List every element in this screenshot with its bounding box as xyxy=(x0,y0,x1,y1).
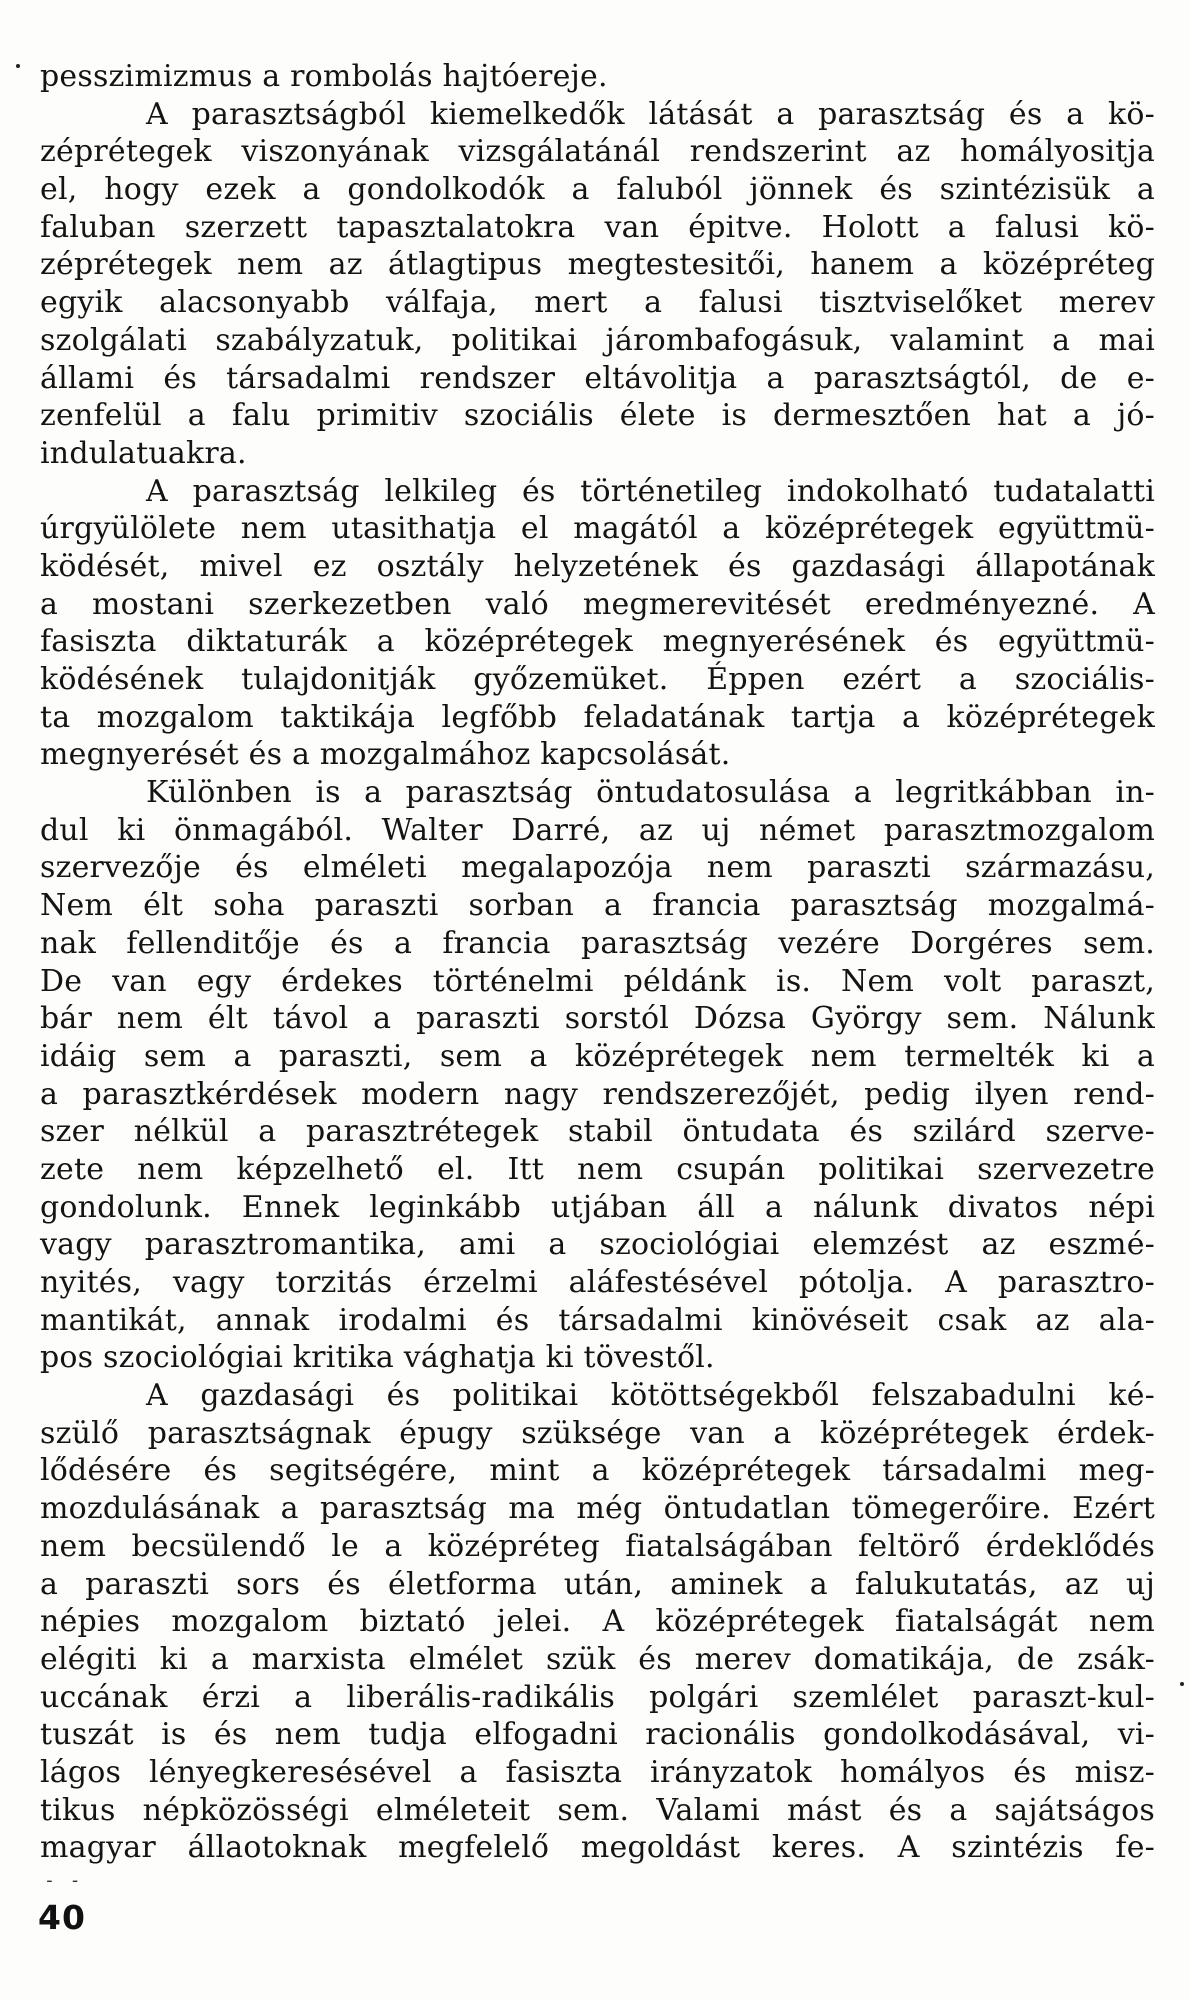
text-line: vagy parasztromantika, ami a szociológiai elemzést az eszmé- xyxy=(40,1227,1155,1263)
text-line: Különben is a parasztság öntudatosulása a legritkábban in- xyxy=(146,775,1155,811)
text-line: magyar állaotoknak megfelelő megoldást keres. A szintézis fe- xyxy=(40,1830,1155,1866)
text-line: A gazdasági és politikai kötöttségekből felszabadulni ké- xyxy=(146,1378,1155,1414)
text-line: dul ki önmagából. Walter Darré, az uj német parasztmozgalom xyxy=(40,812,1155,848)
text-line: szolgálati szabályzatuk, politikai járombafogásuk, valamint a mai xyxy=(40,322,1155,358)
text-line: bár nem élt távol a paraszti sorstól Dózsa György sem. Nálunk xyxy=(40,1001,1155,1037)
text-line: nem becsülendő le a középréteg fiatalságában feltörő érdeklődés xyxy=(40,1528,1155,1564)
text-line: ta mozgalom taktikája legfőbb feladatának tartja a középrétegek xyxy=(40,699,1155,735)
body-text xyxy=(40,58,1155,1867)
text-line: pesszimizmus a rombolás hajtóereje. xyxy=(40,59,608,94)
text-line: népies mozgalom biztató jelei. A középrétegek fiatalságát nem xyxy=(40,1604,1155,1640)
text-line: De van egy érdekes történelmi példánk is. Nem volt paraszt, xyxy=(40,963,1155,999)
text-line: pos szociológiai kritika vághatja ki tövestől. xyxy=(40,1340,715,1376)
text-line: uccának érzi a liberális-radikális polgári szemlélet paraszt-kul- xyxy=(40,1679,1155,1715)
text-line: a parasztkérdések modern nagy rendszerezőjét, pedig ilyen rend- xyxy=(40,1076,1155,1112)
text-line: megnyerését és a mozgalmához kapcsolását. xyxy=(40,737,731,773)
text-line: ködésének tulajdonitják győzemüket. Éppen ezért a szociális- xyxy=(40,662,1155,697)
text-line: tuszát is és nem tudja elfogadni racionális gondolkodásával, vi- xyxy=(40,1717,1155,1753)
text-line: zete nem képzelhető el. Itt nem csupán politikai szervezetre xyxy=(40,1151,1155,1187)
text-line: szer nélkül a parasztrétegek stabil öntudata és szilárd szerve- xyxy=(40,1114,1155,1150)
text-line: ködését, mivel ez osztály helyzetének és gazdasági állapotának xyxy=(40,548,1155,584)
text-line: zéprétegek nem az átlagtipus megtestesitői, hanem a középréteg xyxy=(40,247,1155,283)
text-line: állami és társadalmi rendszer eltávolitja a parasztságtól, de e- xyxy=(40,360,1155,396)
text-line: lődésére és segitségére, mint a középrétegek társadalmi meg- xyxy=(40,1453,1155,1489)
text-line: nak fellenditője és a francia parasztság vezére Dorgéres sem. xyxy=(40,925,1155,961)
text-line: zenfelül a falu primitiv szociális élete is dermesztően hat a jó- xyxy=(40,398,1155,434)
text-line: zéprétegek viszonyának vizsgálatánál rendszerint az homályositja xyxy=(40,134,1155,170)
text-line: egyik alacsonyabb válfaja, mert a falusi tisztviselőket merev xyxy=(40,285,1155,321)
text-line: idáig sem a paraszti, sem a középrétegek nem termelték ki a xyxy=(40,1038,1155,1074)
text-line: a paraszti sors és életforma után, aminek a falukutatás, az uj xyxy=(40,1566,1155,1602)
text-line: fasiszta diktaturák a középrétegek megnyerésének és együttmü- xyxy=(40,624,1155,660)
page-number-mark: - - xyxy=(44,1870,83,1891)
text-line: mantikát, annak irodalmi és társadalmi kinövéseit csak az ala- xyxy=(40,1302,1155,1338)
text-line: indulatuakra. xyxy=(40,435,247,471)
text-line: Nem élt soha paraszti sorban a francia parasztság mozgalmá- xyxy=(40,888,1155,924)
text-line: úrgyülölete nem utasithatja el magától a középrétegek együttmü- xyxy=(40,511,1155,547)
print-speck xyxy=(16,64,20,68)
page-number: 40 xyxy=(38,1898,86,1937)
text-line: szülő parasztságnak épugy szüksége van a középrétegek érdek- xyxy=(40,1415,1155,1451)
text-line: lágos lényegkeresésével a fasiszta irányzatok homályos és misz- xyxy=(40,1754,1155,1790)
text-line: A parasztságból kiemelkedők látását a parasztság és a kö- xyxy=(146,96,1155,132)
text-line: elégiti ki a marxista elmélet szük és merev domatikája, de zsák- xyxy=(40,1641,1155,1677)
text-line: gondolunk. Ennek leginkább utjában áll a nálunk divatos népi xyxy=(40,1189,1155,1225)
text-line: faluban szerzett tapasztalatokra van épitve. Holott a falusi kö- xyxy=(40,209,1155,245)
text-line: A parasztság lelkileg és történetileg indokolható tudatalatti xyxy=(146,473,1155,509)
text-line: mozdulásának a parasztság ma még öntudatlan tömegerőire. Ezért xyxy=(40,1491,1155,1527)
text-line: nyités, vagy torzitás érzelmi aláfestésével pótolja. A parasztro- xyxy=(40,1265,1155,1300)
text-line: el, hogy ezek a gondolkodók a faluból jönnek és szintézisük a xyxy=(40,172,1155,208)
text-line: szervezője és elméleti megalapozója nem paraszti származásu, xyxy=(40,850,1155,886)
text-line: a mostani szerkezetben való megmerevitését eredményezné. A xyxy=(40,586,1155,622)
text-line: tikus népközösségi elméleteit sem. Valami mást és a sajátságos xyxy=(40,1792,1155,1828)
print-speck xyxy=(1180,1682,1184,1686)
